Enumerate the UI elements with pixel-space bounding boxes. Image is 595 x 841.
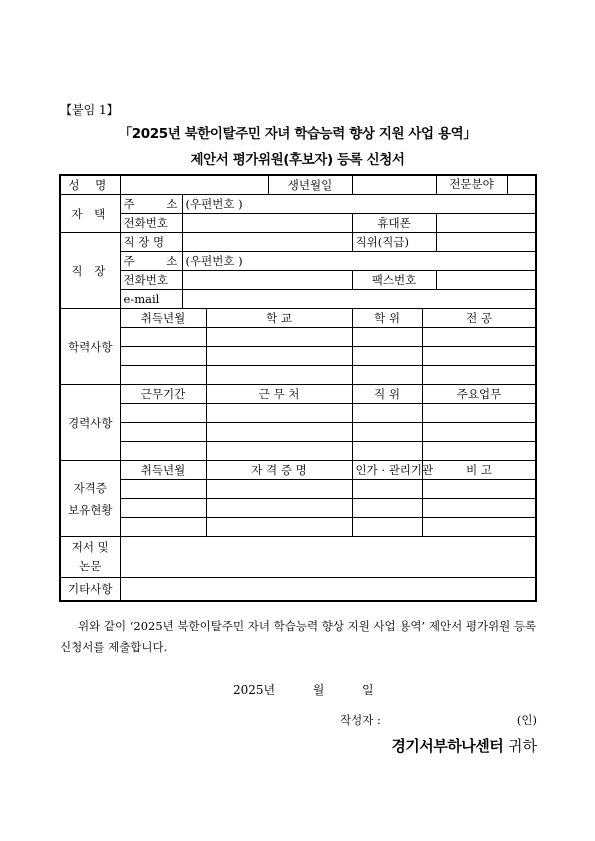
cert-cell[interactable] <box>422 518 536 537</box>
career-header-duties: 주요업무 <box>422 385 536 404</box>
form-subtitle: 제안서 평가위원(후보자) 등록 신청서 <box>190 152 405 168</box>
work-label: 직 장 <box>60 233 120 309</box>
work-address-field[interactable]: (우편번호 ) <box>182 252 536 271</box>
home-phone-label: 전화번호 <box>120 214 182 233</box>
name-field[interactable] <box>120 175 268 195</box>
writer-line <box>340 712 537 728</box>
career-row <box>60 423 536 442</box>
career-cell[interactable] <box>352 423 422 442</box>
career-label: 경력사항 <box>60 385 120 461</box>
cert-header-name: 자 격 증 명 <box>206 461 352 480</box>
email-label: e-mail <box>120 290 182 309</box>
declaration-statement: 위와 같이 ‘2025년 북한이탈주민 자녀 학습능력 향상 지원 사업 용역’ 제안서 평가위원 등록 신청서를 제출합니다. <box>60 619 537 654</box>
birth-label: 생년월일 <box>268 175 352 195</box>
education-header-major: 전 공 <box>422 309 536 328</box>
cert-label-line2: 보유현황 <box>68 502 113 517</box>
education-row <box>60 328 536 347</box>
position-label: 직위(직급) <box>352 233 436 252</box>
publications-label <box>60 537 120 578</box>
career-cell[interactable] <box>206 423 352 442</box>
education-cell[interactable] <box>352 347 422 366</box>
form-title: 「2025년 북한이탈주민 자녀 학습능력 향상 지원 사업 용역」 <box>118 126 477 142</box>
field-label: 전문분야 <box>437 176 508 194</box>
career-cell[interactable] <box>206 442 352 461</box>
career-cell[interactable] <box>422 404 536 423</box>
cert-row <box>60 518 536 537</box>
cert-cell[interactable] <box>206 499 352 518</box>
cert-header-agency: 인가 · 관리기관 <box>352 461 422 480</box>
date-day: 일 <box>362 683 374 697</box>
education-cell[interactable] <box>120 347 206 366</box>
home-label: 자 택 <box>60 195 120 233</box>
education-row <box>60 347 536 366</box>
education-header-degree: 학 위 <box>352 309 422 328</box>
cert-row <box>60 499 536 518</box>
cert-cell[interactable] <box>206 480 352 499</box>
mobile-field[interactable] <box>436 214 536 233</box>
career-cell[interactable] <box>352 404 422 423</box>
addressee-org: 경기서부하나센터 <box>391 737 504 755</box>
work-address-label: 주 소 <box>120 252 182 271</box>
email-field[interactable] <box>182 290 536 309</box>
education-cell[interactable] <box>206 328 352 347</box>
cert-label-line1: 자격증 <box>73 480 107 495</box>
education-header-school: 학 교 <box>206 309 352 328</box>
work-phone-field[interactable] <box>182 271 352 290</box>
education-cell[interactable] <box>352 328 422 347</box>
education-cell[interactable] <box>422 328 536 347</box>
addressee-suffix: 귀하 <box>508 737 537 755</box>
cert-cell[interactable] <box>206 518 352 537</box>
cert-cell[interactable] <box>120 518 206 537</box>
career-header-position: 직 위 <box>352 385 422 404</box>
application-form-table <box>59 174 537 602</box>
field-input[interactable] <box>508 176 536 194</box>
education-label: 학력사항 <box>60 309 120 385</box>
career-cell[interactable] <box>422 442 536 461</box>
career-cell[interactable] <box>352 442 422 461</box>
addressee <box>391 735 537 756</box>
cert-cell[interactable] <box>422 499 536 518</box>
publications-label-line1: 저서 및 <box>71 540 109 554</box>
name-label: 성 명 <box>60 175 120 195</box>
home-address-field[interactable]: (우편번호 ) <box>182 195 536 214</box>
date-month: 월 <box>312 683 325 697</box>
cert-header-date: 취득년월 <box>120 461 206 480</box>
attachment-label: 【붙임 1】 <box>60 103 119 117</box>
education-header-date: 취득년월 <box>120 309 206 328</box>
career-row <box>60 404 536 423</box>
work-phone-label: 전화번호 <box>120 271 182 290</box>
etc-field[interactable] <box>120 578 536 602</box>
cert-cell[interactable] <box>422 480 536 499</box>
home-address-label: 주 소 <box>120 195 182 214</box>
cert-row <box>60 480 536 499</box>
education-cell[interactable] <box>120 366 206 385</box>
cert-label <box>60 461 120 537</box>
education-cell[interactable] <box>422 347 536 366</box>
field-cell <box>436 175 536 195</box>
cert-cell[interactable] <box>120 480 206 499</box>
education-cell[interactable] <box>422 366 536 385</box>
publications-field[interactable] <box>120 537 536 578</box>
career-cell[interactable] <box>422 423 536 442</box>
cert-cell[interactable] <box>352 518 422 537</box>
writer-label: 작성자 : <box>340 713 381 727</box>
education-cell[interactable] <box>120 328 206 347</box>
mobile-label: 휴대폰 <box>352 214 436 233</box>
career-cell[interactable] <box>120 404 206 423</box>
fax-label: 팩스번호 <box>352 271 436 290</box>
fax-field[interactable] <box>436 271 536 290</box>
date-year: 2025년 <box>233 683 276 697</box>
education-cell[interactable] <box>206 366 352 385</box>
education-cell[interactable] <box>206 347 352 366</box>
company-field[interactable] <box>182 233 352 252</box>
cert-header-note: 비 고 <box>422 461 536 480</box>
cert-cell[interactable] <box>352 499 422 518</box>
career-cell[interactable] <box>206 404 352 423</box>
career-header-workplace: 근 무 처 <box>206 385 352 404</box>
seal-label: (인) <box>516 713 537 727</box>
career-row <box>60 442 536 461</box>
career-cell[interactable] <box>120 442 206 461</box>
cert-cell[interactable] <box>352 480 422 499</box>
career-header-period: 근무기간 <box>120 385 206 404</box>
birth-field[interactable] <box>352 175 436 195</box>
application-date <box>233 681 374 698</box>
etc-label: 기타사항 <box>60 578 120 602</box>
education-row <box>60 366 536 385</box>
home-phone-field[interactable] <box>182 214 352 233</box>
education-cell[interactable] <box>352 366 422 385</box>
company-label: 직 장 명 <box>120 233 182 252</box>
cert-cell[interactable] <box>120 499 206 518</box>
publications-label-line2: 논문 <box>79 559 102 573</box>
position-field[interactable] <box>436 233 536 252</box>
career-cell[interactable] <box>120 423 206 442</box>
